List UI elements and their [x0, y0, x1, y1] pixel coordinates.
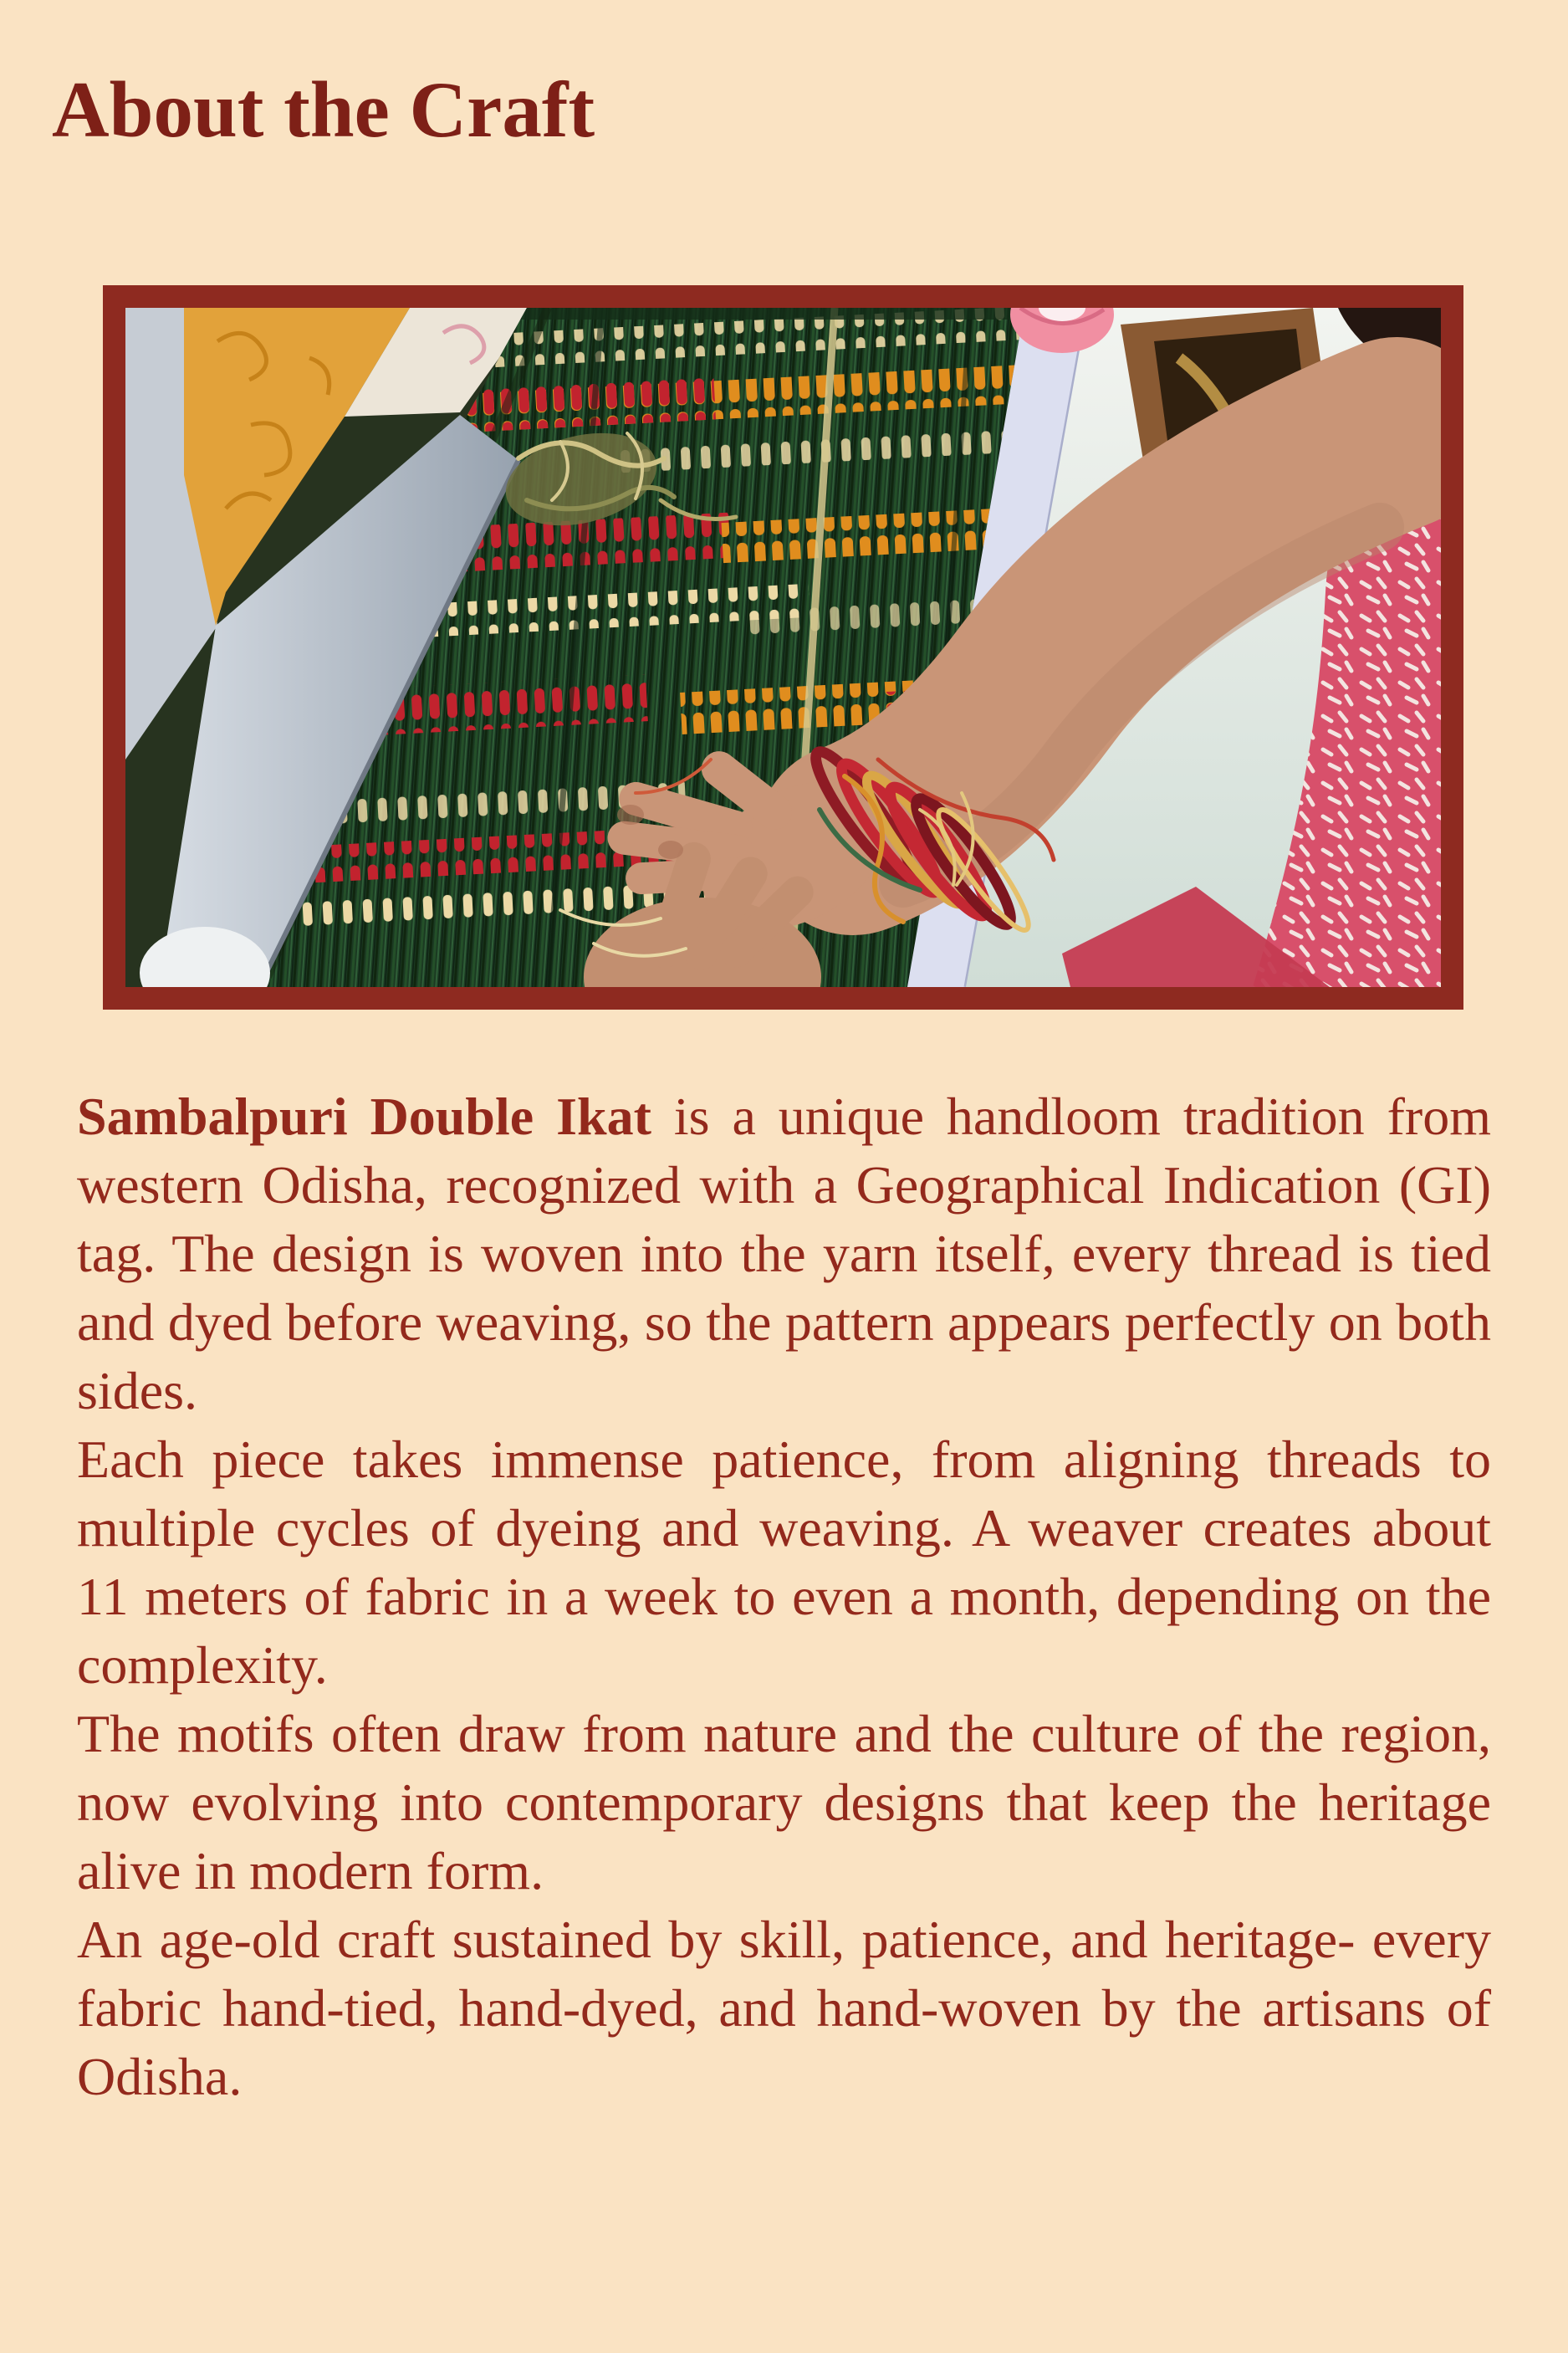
- paragraph-intro: Sambalpuri Double Ikat is a unique handloom tradition from western Odisha, recognized with a Geographical Indication (GI) tag. The design is woven into the yarn itself, every thread is tied and dyed before weaving, so the pattern appears perfectly on both sides.: [77, 1087, 1491, 1420]
- craft-name-bold: Sambalpuri Double Ikat: [77, 1087, 651, 1146]
- paragraph-heritage: An age-old craft sustained by skill, patience, and heritage- every fabric hand-tied, hand-dyed, and hand-woven by the artisans of Odisha.: [77, 1910, 1491, 2106]
- paragraph-patience: Each piece takes immense patience, from aligning threads to multiple cycles of dyeing and weaving. A weaver creates about 11 meters of fabric in a week to even a month, depending on the complexity.: [77, 1430, 1491, 1695]
- craft-description: [77, 1082, 1491, 2111]
- paragraph-motifs: The motifs often draw from nature and the culture of the region, now evolving into contemporary designs that keep the heritage alive in modern form.: [77, 1704, 1491, 1900]
- page-title: About the Craft: [52, 65, 595, 154]
- craft-photo-illustration: [125, 308, 1441, 987]
- craft-photo-frame: [103, 285, 1463, 1010]
